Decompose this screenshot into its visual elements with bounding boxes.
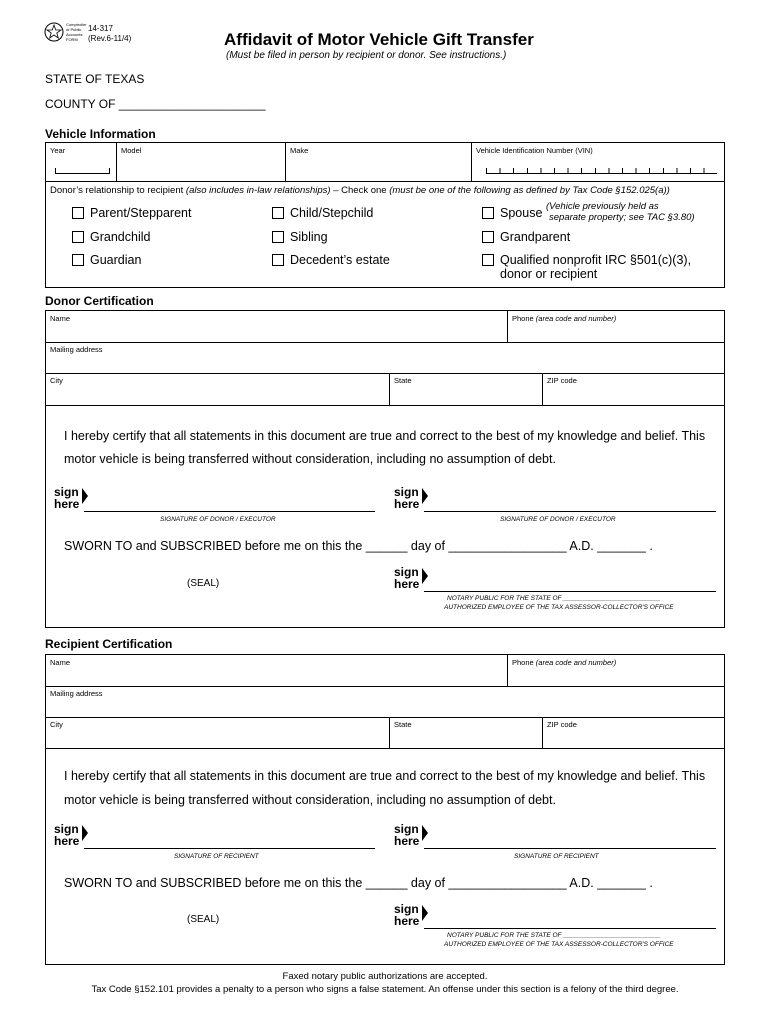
recipient-notary-signature-line[interactable] [424, 928, 716, 929]
form-revision: (Rev.6-11/4) [88, 34, 132, 43]
option-sibling[interactable]: Sibling [272, 230, 328, 244]
donor-signature-line-1[interactable] [84, 511, 375, 512]
checkbox[interactable] [272, 254, 284, 266]
agency-logo [44, 22, 64, 42]
donor-sworn-line[interactable]: SWORN TO and SUBSCRIBED before me on this the ______ day of _________________ A.D. _______ . [64, 539, 653, 553]
donor-city-field[interactable]: City [50, 376, 63, 385]
option-grandparent[interactable]: Grandparent [482, 230, 570, 244]
option-grandchild[interactable]: Grandchild [72, 230, 150, 244]
donor-signature-caption-1: SIGNATURE OF DONOR / EXECUTOR [160, 516, 276, 523]
recipient-cert-line-2: motor vehicle is being transferred without consideration, including no assumption of debt. [64, 793, 556, 807]
option-guardian[interactable]: Guardian [72, 253, 141, 267]
page-title: Affidavit of Motor Vehicle Gift Transfer [224, 30, 534, 49]
recipient-sworn-line[interactable]: SWORN TO and SUBSCRIBED before me on this the ______ day of _________________ A.D. _______ . [64, 876, 653, 890]
recipient-city-field[interactable]: City [50, 720, 63, 729]
vin-label: Vehicle Identification Number (VIN) [476, 146, 593, 155]
recipient-section-title: Recipient Certification [45, 637, 173, 651]
donor-sign-here-2: sign here [394, 486, 419, 510]
recipient-signature-line-2[interactable] [424, 848, 716, 849]
year-field[interactable] [50, 146, 65, 155]
recipient-cert-line-1: I hereby certify that all statements in this document are true and correct to the best of my knowledge and belief. This [64, 769, 706, 783]
option-child[interactable]: Child/Stepchild [272, 206, 373, 220]
star-seal-icon [44, 22, 64, 42]
recipient-signature-caption-2: SIGNATURE OF RECIPIENT [514, 853, 599, 860]
donor-mailing-field[interactable]: Mailing address [50, 345, 103, 354]
donor-seal: (SEAL) [187, 578, 220, 589]
checkbox[interactable] [272, 207, 284, 219]
donor-notary-caption-2: AUTHORIZED EMPLOYEE OF THE TAX ASSESSOR-COLLECTOR'S OFFICE [444, 604, 674, 611]
vehicle-section-title: Vehicle Information [45, 127, 156, 141]
recipient-mailing-field[interactable]: Mailing address [50, 689, 103, 698]
donor-signature-line-2[interactable] [424, 511, 716, 512]
donor-notary-caption-1: NOTARY PUBLIC FOR THE STATE OF ___________________________ [447, 595, 661, 602]
spouse-note-2: separate property; see TAC §3.80) [549, 212, 695, 223]
checkbox[interactable] [72, 231, 84, 243]
donor-name-field[interactable]: Name [50, 314, 71, 323]
make-label: Make [290, 146, 309, 155]
donor-notary-sign-here: sign here [394, 566, 419, 590]
vin-field[interactable] [476, 146, 593, 155]
donor-phone-field[interactable]: Phone (area code and number) [512, 314, 617, 323]
vin-ticks [486, 168, 717, 174]
recipient-signature-caption-1: SIGNATURE OF RECIPIENT [174, 853, 259, 860]
recipient-box [45, 654, 725, 965]
option-nonprofit[interactable]: Qualified nonprofit IRC §501(c)(3), [482, 253, 691, 267]
spouse-note-1: (Vehicle previously held as [546, 201, 659, 212]
recipient-sign-here-2: sign here [394, 823, 419, 847]
recipient-seal: (SEAL) [187, 914, 220, 925]
form-number: 14-317 [88, 24, 113, 33]
arrow-icon [422, 905, 428, 921]
donor-signature-caption-2: SIGNATURE OF DONOR / EXECUTOR [500, 516, 616, 523]
donor-section-title: Donor Certification [45, 294, 154, 308]
recipient-zip-field[interactable]: ZIP code [547, 720, 577, 729]
checkbox[interactable] [72, 207, 84, 219]
state-line: STATE OF TEXAS [45, 72, 145, 86]
option-decedent[interactable]: Decedent’s estate [272, 253, 390, 267]
donor-zip-field[interactable]: ZIP code [547, 376, 577, 385]
option-parent[interactable]: Parent/Stepparent [72, 206, 191, 220]
donor-sign-here-1: sign here [54, 486, 79, 510]
donor-state-field[interactable]: State [394, 376, 412, 385]
checkbox[interactable] [482, 207, 494, 219]
recipient-state-field[interactable]: State [394, 720, 412, 729]
recipient-sign-here-1: sign here [54, 823, 79, 847]
page-subtitle: (Must be filed in person by recipient or donor. See instructions.) [226, 50, 507, 61]
footer-line-1: Faxed notary public authorizations are accepted. [282, 971, 488, 982]
footer-line-2: Tax Code §152.101 provides a penalty to a person who signs a false statement. An offense under this section is a felony of the third degree. [91, 984, 679, 995]
arrow-icon [422, 825, 428, 841]
option-spouse[interactable]: Spouse [482, 206, 542, 220]
checkbox[interactable] [272, 231, 284, 243]
arrow-icon [82, 825, 88, 841]
donor-box [45, 310, 725, 628]
model-label: Model [121, 146, 142, 155]
donor-cert-line-2: motor vehicle is being transferred without consideration, including no assumption of debt. [64, 452, 556, 466]
recipient-notary-caption-1: NOTARY PUBLIC FOR THE STATE OF ___________________________ [447, 932, 661, 939]
donor-notary-signature-line[interactable] [424, 591, 716, 592]
relationship-prompt: Donor’s relationship to recipient (also includes in-law relationships) – Check one (must be one of the following as defined by Tax Code §152.025(a)) [50, 185, 670, 196]
make-field[interactable] [290, 146, 308, 155]
checkbox[interactable] [482, 254, 494, 266]
nonprofit-line-2: donor or recipient [500, 267, 598, 281]
agency-name: Comptroller of Public Accounts FORM [66, 22, 87, 42]
arrow-icon [82, 488, 88, 504]
checkbox[interactable] [482, 231, 494, 243]
recipient-notary-caption-2: AUTHORIZED EMPLOYEE OF THE TAX ASSESSOR-COLLECTOR'S OFFICE [444, 941, 674, 948]
county-line[interactable]: COUNTY OF ______________________ [45, 97, 266, 111]
arrow-icon [422, 488, 428, 504]
recipient-name-field[interactable]: Name [50, 658, 71, 667]
checkbox[interactable] [72, 254, 84, 266]
arrow-icon [422, 568, 428, 584]
recipient-phone-field[interactable]: Phone (area code and number) [512, 658, 617, 667]
recipient-signature-line-1[interactable] [84, 848, 375, 849]
year-ticks [55, 168, 110, 174]
year-label: Year [50, 146, 66, 155]
donor-cert-line-1: I hereby certify that all statements in this document are true and correct to the best of my knowledge and belief. This [64, 429, 706, 443]
model-field[interactable] [121, 146, 141, 155]
recipient-notary-sign-here: sign here [394, 903, 419, 927]
